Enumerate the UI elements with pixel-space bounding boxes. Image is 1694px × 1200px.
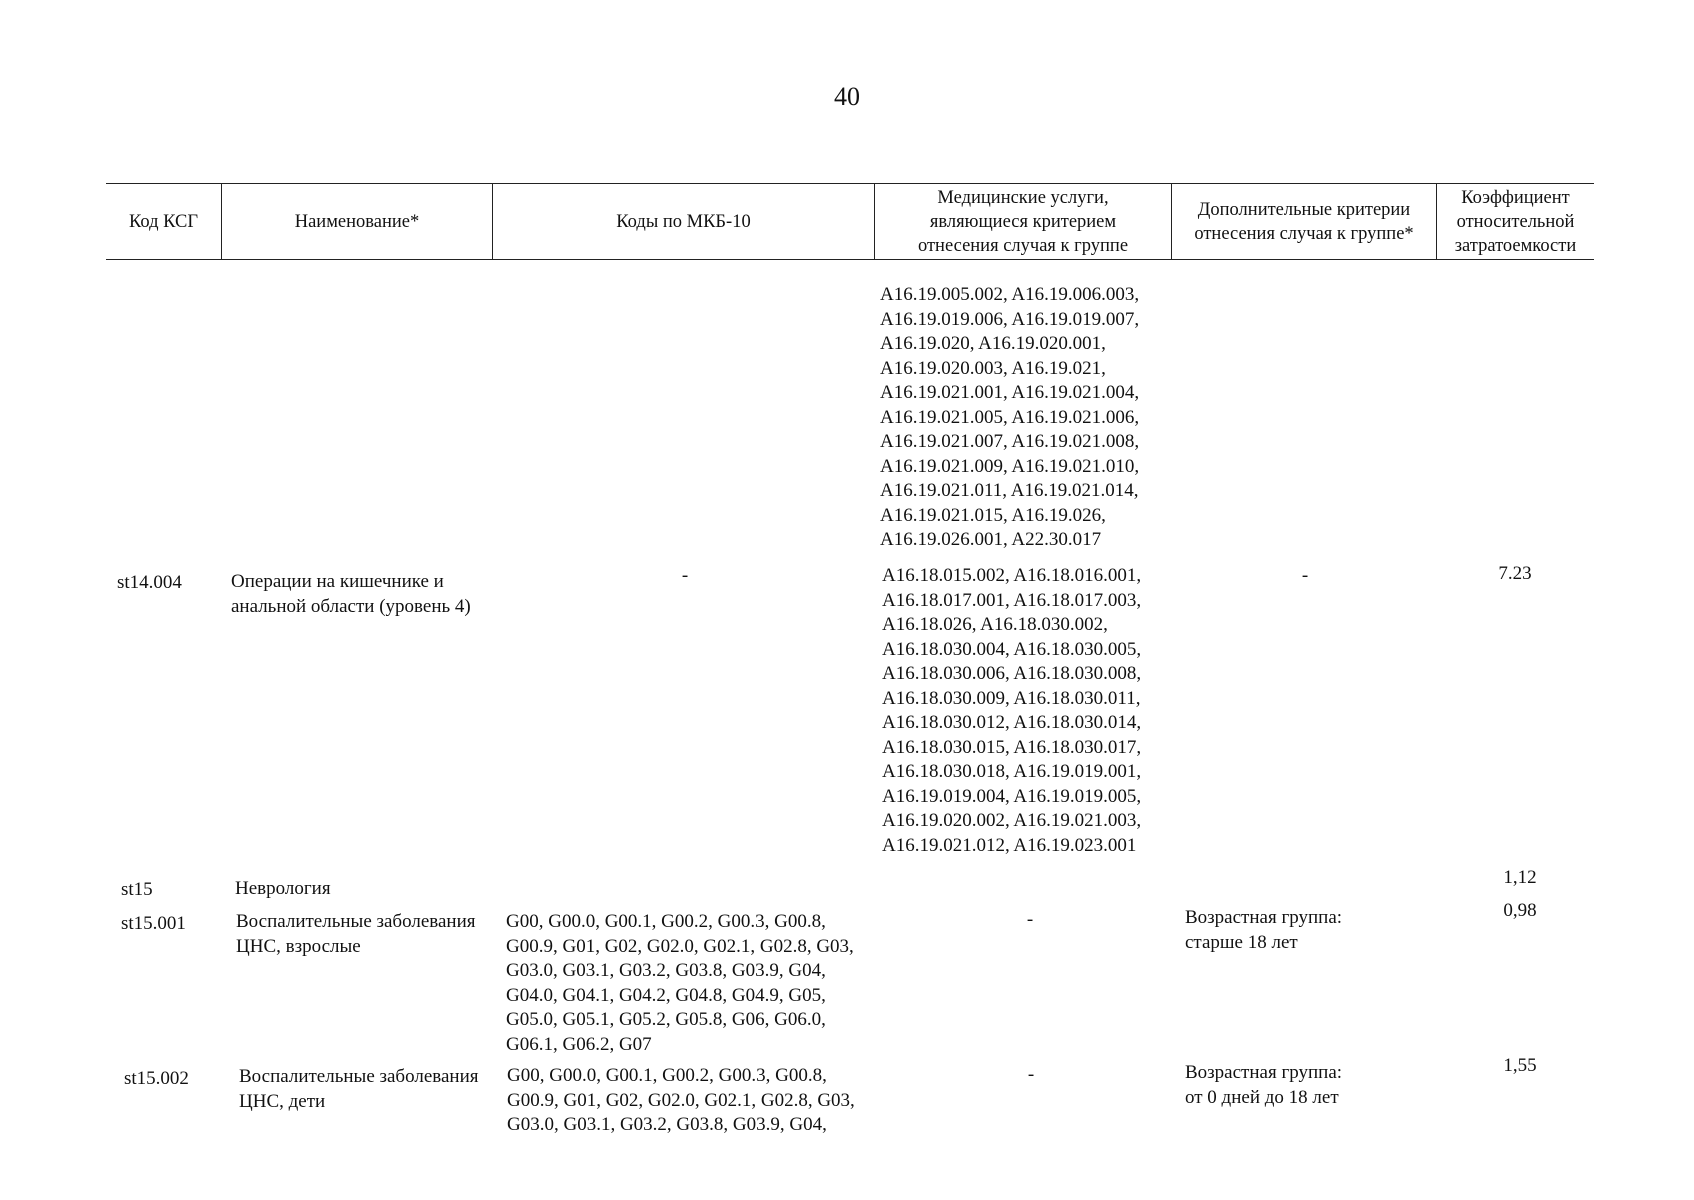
header-coef (1437, 184, 1594, 259)
header-criteria-text: Дополнительные критерии отнесения случая к группе* (1194, 199, 1414, 244)
row-name: Воспалительные заболевания ЦНС, дети (239, 1066, 479, 1112)
continuation-services: A16.19.005.002, A16.19.006.003, A16.19.019.006, A16.19.019.007, A16.19.020, A16.19.020.001, A16.19.020.003, A16.19.021, A16.19.021.001, A16.19.021.004, A16.19.021.005, A16.19.021.006, A16.19.021.007, A16.19.021.008, A16.19.021.009, A16.19.021.010, A16.19.021.011, A16.19.021.014, A16.19.021.015, A16.19.026, A16.19.026.001, A22.30.017 (880, 284, 1140, 550)
row-icd: G00, G00.0, G00.1, G00.2, G00.3, G00.8, G00.9, G01, G02, G02.0, G02.1, G02.8, G03, G03.0, G03.1, G03.2, G03.8, G03.9, G04, (507, 1065, 855, 1135)
page-number: 40 (834, 82, 860, 111)
row-coef: 1,12 (1503, 867, 1537, 888)
row-name: Операции на кишечнике и анальной области (уровень 4) (231, 571, 471, 617)
row-coef: 7.23 (1498, 563, 1532, 584)
row-services: - (1027, 1064, 1035, 1085)
header-bottom-rule (106, 259, 1594, 260)
header-name: Наименование* (294, 211, 420, 232)
row-code: st15.001 (121, 913, 186, 934)
header-code: Код КСГ (128, 211, 199, 232)
header-services (875, 184, 1171, 259)
row-criteria: Возрастная группа: старше 18 лет (1185, 907, 1343, 953)
header-coef-text: Коэффициент относительной затратоемкости (1454, 187, 1577, 256)
header-criteria (1172, 184, 1436, 259)
row-icd: G00, G00.0, G00.1, G00.2, G00.3, G00.8, G00.9, G01, G02, G02.0, G02.1, G02.8, G03, G03.0, G03.1, G03.2, G03.8, G03.9, G04, G04.0, G04.1, G04.2, G04.8, G04.9, G05, G05.0, G05.1, G05.2, G05.8, G06, G06.0, G06.1, G06.2, G07 (506, 911, 854, 1055)
row-criteria: - (1301, 565, 1309, 586)
row-criteria: Возрастная группа: от 0 дней до 18 лет (1185, 1062, 1343, 1108)
row-services: - (1026, 909, 1034, 930)
header-icd: Коды по МКБ-10 (616, 211, 751, 232)
row-name: Неврология (235, 878, 331, 899)
row-code: st14.004 (117, 572, 182, 593)
header-services-text: Медицинские услуги, являющиеся критерием отнесения случая к группе (917, 187, 1129, 256)
row-services: A16.18.015.002, A16.18.016.001, A16.18.017.001, A16.18.017.003, A16.18.026, A16.18.030.002, A16.18.030.004, A16.18.030.005, A16.18.030.006, A16.18.030.008, A16.18.030.009, A16.18.030.011, A16.18.030.012, A16.18.030.014, A16.18.030.015, A16.18.030.017, A16.18.030.018, A16.19.019.001, A16.19.019.004, A16.19.019.005, A16.19.020.002, A16.19.021.003, A16.19.021.012, A16.19.023.001 (882, 565, 1142, 856)
row-name: Воспалительные заболевания ЦНС, взрослые (236, 911, 476, 957)
row-coef: 0,98 (1503, 900, 1537, 921)
row-coef: 1,55 (1503, 1055, 1537, 1076)
row-code: st15.002 (124, 1068, 189, 1089)
row-icd: - (681, 565, 689, 586)
row-code: st15 (121, 879, 153, 900)
